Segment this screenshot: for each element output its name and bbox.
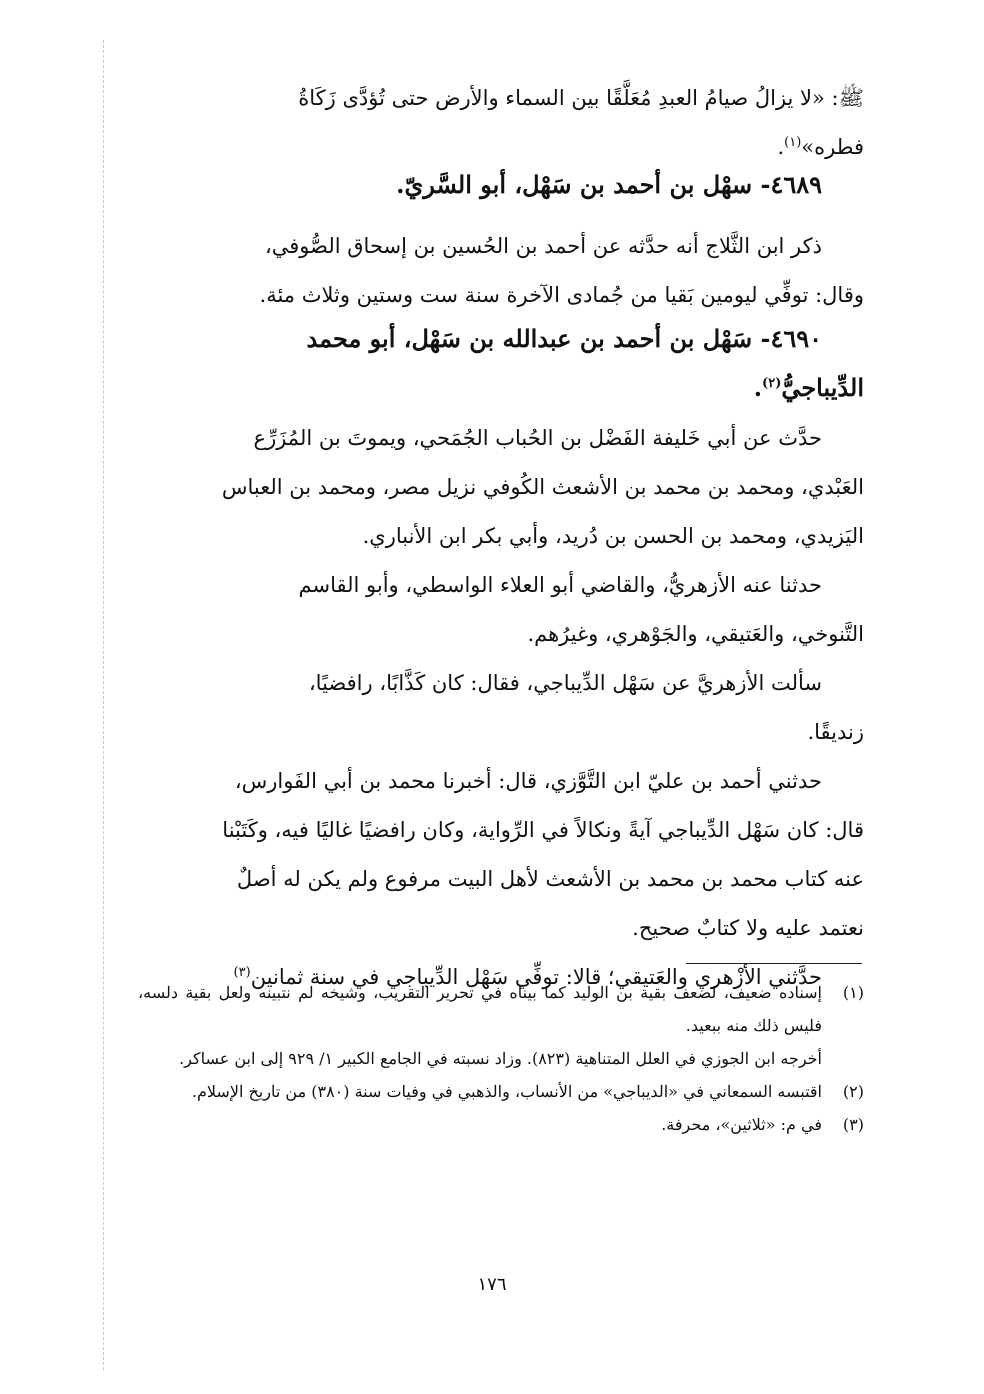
page-number: ١٧٦	[477, 1274, 507, 1295]
p2-line-1: حدثنا عنه الأزهريُّ، والقاضي أبو العلاء الواسطي، وأبو القاسم	[298, 573, 822, 597]
scan-gutter-line	[103, 40, 104, 1370]
p3-line-1: سألت الأزهريَّ عن سَهْل الدِّيباجي، فقال: كان كَذَّابًا، رافضيًا،	[308, 671, 822, 695]
p1-line-2: العَبْدي، ومحمد بن محمد بن الأشعث الكُوفي نزيل مصر، ومحمد بن العباس	[221, 475, 864, 499]
intro-line-1: ﷺ: «لا يزالُ صيامُ العبدِ مُعَلَّقًا بين السماء والأرض حتى تُؤدَّى زَكَاةُ	[298, 86, 864, 110]
entry-4689-line-1: ذكر ابن الثَّلاج أنه حدَّثه عن أحمد بن الحُسين بن إسحاق الصُّوفي،	[264, 234, 822, 258]
entry-4689-body	[138, 222, 864, 320]
intro-line-2-text: فطره»	[801, 135, 864, 159]
footnote-2	[138, 1075, 864, 1108]
p4-line-3: عنه كتاب محمد بن محمد بن الأشعث لأهل البيت مرفوع ولم يكن له أصلٌ	[236, 867, 864, 891]
footnote-2-number: (٢)	[842, 1082, 864, 1101]
entry-4690-title-line-1: ٤٦٩٠- سَهْل بن أحمد بن عبدالله بن سَهْل، أبو محمد	[306, 324, 822, 353]
p4-line-1: حدثني أحمد بن عليّ ابن التَّوَّزي، قال: أخبرنا محمد بن أبي الفَوارس،	[234, 769, 822, 793]
footnote-ref-3: (٣)	[233, 965, 251, 980]
p1-line-3: اليَزيدي، ومحمد بن الحسن بن دُريد، وأبي بكر ابن الأنباري.	[362, 524, 864, 548]
p3-line-2: زنديقًا.	[807, 720, 864, 744]
entry-4690-heading	[138, 314, 864, 412]
footnote-1-text: إسناده ضعيف، لضعف بقية بن الوليد كما بيناه في تحرير التقريب، وشيخه لم نتبينه ولعل بقية دلسه، فليس ذلك منه ببعيد.	[138, 983, 822, 1035]
footnote-3	[138, 1108, 864, 1141]
footnote-1	[138, 976, 864, 1042]
footnote-separator	[686, 963, 862, 964]
footnote-1-extra: أخرجه ابن الجوزي في العلل المتناهية (٨٢٣). وزاد نسبته في الجامع الكبير ١/ ٩٢٩ إلى ابن عساكر.	[179, 1049, 822, 1068]
intro-line-2: فطره»$^{(١)}$.	[777, 135, 864, 159]
entry-4689-title: ٤٦٨٩- سهْل بن أحمد بن سَهْل، أبو السَّريّ.	[396, 170, 822, 199]
intro-hadith	[138, 74, 864, 172]
footnote-1-number: (١)	[842, 983, 864, 1002]
entry-4690-title-line-2: الدِّيباجيُّ$^{(٢)}$.	[753, 373, 864, 402]
entry-4690-body	[138, 414, 864, 1002]
p2-line-2: التَّنوخي، والعَتيقي، والجَوْهري، وغيرُهم.	[527, 622, 864, 646]
entry-4689-line-2: وقال: توفِّي ليومين بَقيا من جُمادى الآخرة سنة ست وستين وثلاث مئة.	[259, 283, 864, 307]
footnote-ref-1: (١)	[784, 135, 802, 150]
entry-4689-heading	[138, 160, 864, 209]
footnote-3-text: في م: «ثلاثين»، محرفة.	[661, 1115, 822, 1134]
footnote-ref-2: (٢)	[762, 376, 782, 391]
entry-4690-title-name: الدِّيباجيُّ	[781, 373, 864, 402]
footnotes	[138, 976, 864, 1141]
footnote-3-number: (٣)	[842, 1115, 864, 1134]
p4-line-4: نعتمد عليه ولا كتابٌ صحيح.	[632, 916, 864, 940]
p5-line-1-text: حدَّثني الأزْهري والعَتيقي؛ قالا: توفِّي سَهْل الدِّيباجي في سنة ثمانين	[250, 965, 822, 989]
p4-line-2: قال: كان سَهْل الدِّيباجي آيةً ونكالاً في الرِّواية، وكان رافضيًا غاليًا فيه، وكَتَبْنا	[222, 818, 864, 842]
p1-line-1: حدَّث عن أبي خَليفة الفَضْل بن الحُباب الجُمَحي، ويموتَ بن المُزَرِّع	[253, 426, 822, 450]
footnote-2-text: اقتبسه السمعاني في «الديباجي» من الأنساب، والذهبي في وفيات سنة (٣٨٠) من تاريخ الإسلام.	[191, 1082, 822, 1101]
